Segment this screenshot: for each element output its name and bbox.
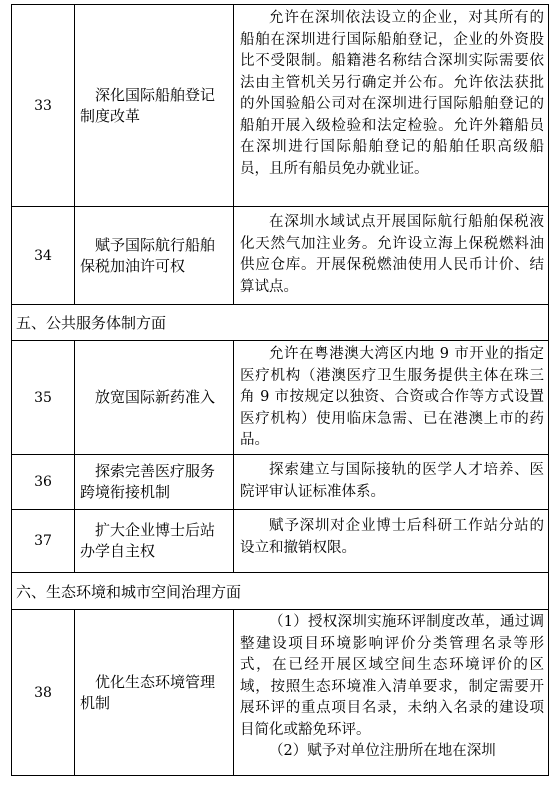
item-content-paragraph: （2）赋予对单位注册所在地在深圳: [269, 743, 496, 759]
item-content-paragraph: 允许在深圳依法设立的企业，对其所有的船舶在深圳进行国际船舶登记，企业的外资股比不受限制。船籍港名称结合深圳实际需要依法由主管机关另行确定并公布。允许依法获批的外国验船公司对在深圳进行国际船舶登记的船舶开展入级检验和法定检验。允许外籍船员在深圳进行国际船舶登记的船舶任职高级船员，且所有船员免办就业证。: [240, 10, 544, 177]
item-name: 优化生态环境管理机制: [74, 610, 234, 775]
item-name: 扩大企业博士后站办学自主权: [74, 510, 234, 572]
item-number: 34: [12, 207, 75, 304]
item-content-paragraph: （1）授权深圳实施环评制度改革，通过调整建设项目环境影响评价分类管理名录等形式，在已经开展区域空间生态环境评价的区域，按照生态环境准入清单要求，制定需要开展环评的重点项目名录，未纳入名录的建设项目简化或豁免环评。: [240, 614, 544, 738]
item-name: 探索完善医疗服务跨境衔接机制: [74, 455, 234, 509]
item-content: [234, 455, 548, 509]
item-number: 38: [12, 610, 75, 775]
item-content-paragraph: 赋予深圳对企业博士后科研工作站分站的设立和撤销权限。: [240, 518, 544, 556]
item-content: [234, 207, 548, 304]
table-row: [11, 4, 549, 207]
item-content-paragraph: 在深圳水域试点开展国际航行船舶保税液化天然气加注业务。允许设立海上保税燃料油供应仓库。开展保税燃油使用人民币计价、结算试点。: [240, 214, 544, 295]
item-content: [234, 510, 548, 572]
item-name: 放宽国际新药准入: [74, 341, 234, 454]
section-title: 五、公共服务体制方面: [16, 314, 167, 332]
table-row: [11, 610, 549, 776]
item-content-paragraph: 允许在粤港澳大湾区内地 9 市开业的指定医疗机构（港澳医疗卫生服务提供主体在珠三角 9 市按规定以独资、合资或合作等方式设置医疗机构）使用临床急需、已在港澳上市的药品。: [240, 346, 544, 448]
item-name: 赋予国际航行船舶保税加油许可权: [74, 207, 234, 304]
item-name: 深化国际船舶登记制度改革: [74, 5, 234, 206]
item-content: [234, 5, 548, 206]
section-heading: [11, 305, 549, 341]
item-number: 36: [12, 455, 75, 509]
item-number: 35: [12, 341, 75, 454]
item-content-paragraph: 探索建立与国际接轨的医学人才培养、医院评审认证标准体系。: [240, 462, 544, 500]
item-content: [234, 341, 548, 454]
section-heading: [11, 573, 549, 610]
table-row: [11, 510, 549, 573]
table-row: [11, 207, 549, 305]
item-number: 33: [12, 5, 75, 206]
section-title: 六、生态环境和城市空间治理方面: [16, 582, 242, 601]
table-row: [11, 341, 549, 455]
table-row: [11, 455, 549, 510]
item-content: [234, 610, 548, 775]
item-number: 37: [12, 510, 75, 572]
